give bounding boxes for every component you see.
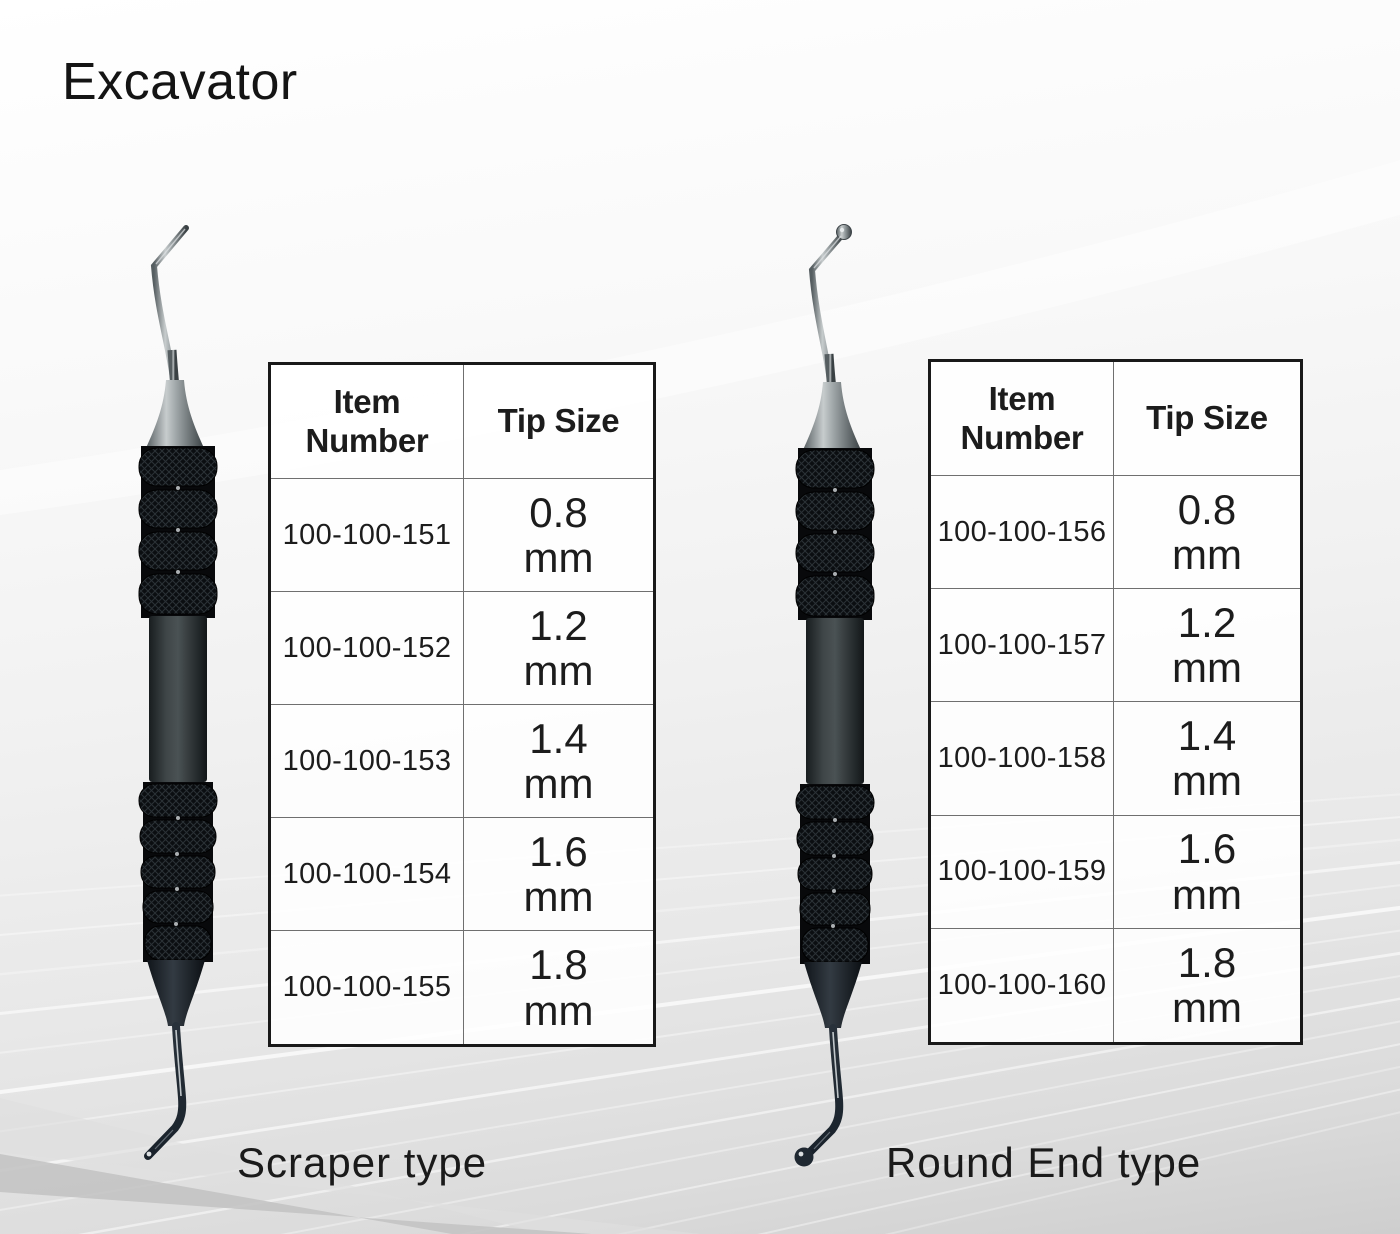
tip-size-unit: mm (1172, 870, 1242, 918)
tip-size-value: 1.2 (1177, 598, 1237, 646)
tip-size-unit: mm (523, 760, 594, 807)
tip-size-unit: mm (523, 873, 594, 920)
item-number-cell: 100-100-159 (931, 816, 1114, 929)
tip-size-unit: mm (1172, 644, 1242, 692)
item-number-cell: 100-100-153 (271, 705, 464, 818)
item-number-cell: 100-100-157 (931, 589, 1114, 702)
scraper-type-caption: Scraper type (237, 1139, 488, 1186)
tip-size-cell (1114, 476, 1300, 589)
tip-size-value: 1.8 (529, 941, 588, 989)
tip-size-unit: mm (1172, 757, 1242, 805)
scraper-type-spec-table (268, 362, 656, 1047)
tip-size-value: 0.8 (529, 488, 588, 536)
round-end-type-caption: Round End type (886, 1139, 1202, 1186)
tip-size-value: 1.2 (529, 601, 588, 649)
item-number-cell: 100-100-152 (271, 592, 464, 705)
page-title: Excavator (62, 53, 298, 111)
tip-size-cell (1114, 929, 1300, 1042)
tip-size-cell (1114, 589, 1300, 702)
tip-size-cell (1114, 816, 1300, 929)
tip-size-cell (464, 818, 653, 931)
tip-size-value: 1.8 (1177, 939, 1237, 987)
tip-size-cell (464, 479, 653, 592)
item-number-cell: 100-100-158 (931, 702, 1114, 815)
tip-size-value: 1.4 (1177, 712, 1237, 760)
tip-size-value: 1.4 (529, 714, 588, 762)
tip-size-unit: mm (523, 986, 594, 1034)
tip-size-cell (464, 705, 653, 818)
column-header-item-number: Item Number (271, 365, 464, 479)
tip-size-value: 1.6 (529, 827, 588, 875)
item-number-cell: 100-100-160 (931, 929, 1114, 1042)
column-header-tip-size: Tip Size (1114, 362, 1300, 476)
tip-size-cell (464, 931, 653, 1044)
tip-size-value: 0.8 (1177, 485, 1237, 533)
round-end-type-spec-table (928, 359, 1303, 1045)
column-header-tip-size: Tip Size (464, 365, 653, 479)
tip-size-unit: mm (1172, 531, 1242, 579)
excavator-scraper-type-photo (85, 220, 275, 1170)
tip-size-cell (464, 592, 653, 705)
tip-size-unit: mm (523, 534, 594, 581)
item-number-cell: 100-100-155 (271, 931, 464, 1044)
item-number-cell: 100-100-156 (931, 476, 1114, 589)
column-header-item-number: Item Number (931, 362, 1114, 476)
tip-size-value: 1.6 (1177, 825, 1237, 873)
item-number-cell: 100-100-154 (271, 818, 464, 931)
excavator-round-end-type-photo (742, 222, 932, 1172)
tip-size-cell (1114, 702, 1300, 815)
tip-size-unit: mm (1172, 984, 1242, 1032)
tip-size-unit: mm (523, 647, 594, 694)
item-number-cell: 100-100-151 (271, 479, 464, 592)
